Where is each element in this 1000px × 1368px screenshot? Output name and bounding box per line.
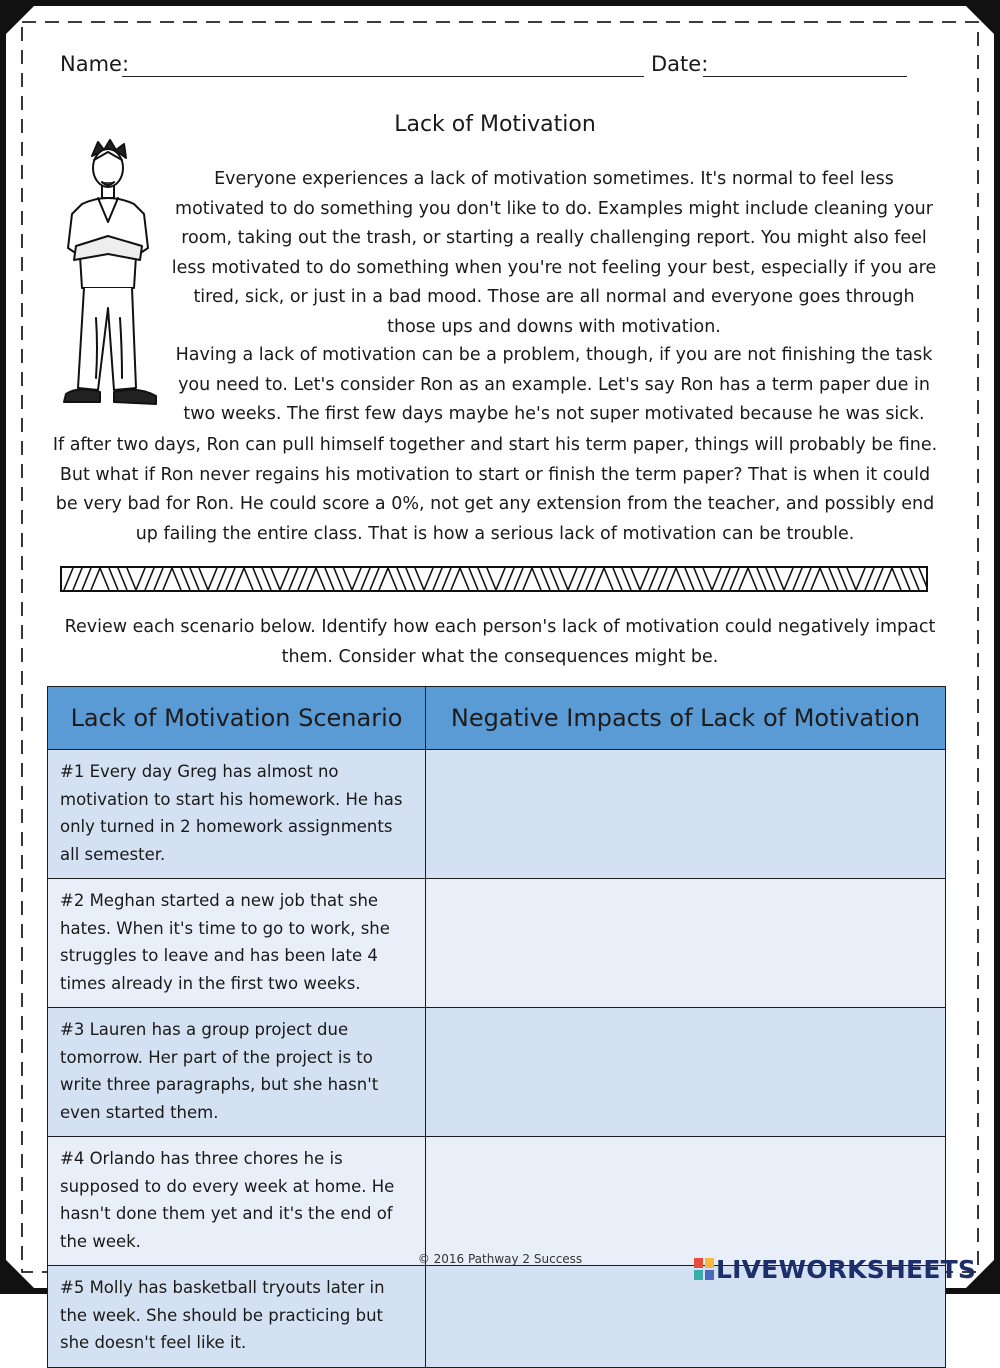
scenario-cell <box>48 1266 426 1368</box>
copyright-credit: © 2016 Pathway 2 Success <box>417 1252 583 1266</box>
liveworksheets-icon <box>694 1258 714 1280</box>
instructions: Review each scenario below. Identify how each person's lack of motivation could negatively impact them. Consider what the consequences might be. <box>64 617 936 667</box>
scenario-cell <box>48 1137 426 1266</box>
table-header-row <box>48 687 946 750</box>
date-field[interactable] <box>703 76 907 77</box>
intro-paragraph: Everyone experiences a lack of motivation sometimes. It's normal to feel less motivated to do something you don't like to do. Examples might include cleaning your room, taking out the trash, or starting a really challenging report. You might also feel less motivated to do something when you're not feeling your best, especially if you are tired, sick, or just in a bad mood. Those are all normal and everyone goes through those ups and downs with motivation. <box>171 169 937 337</box>
scenario-cell <box>48 879 426 1008</box>
scenario-text: #5 Molly has basketball tryouts later in the week. She should be practicing but she doesn't feel like it. <box>60 1278 385 1352</box>
name-field[interactable] <box>122 76 644 77</box>
liveworksheets-logo <box>694 1254 990 1284</box>
scenario-cell <box>48 750 426 879</box>
table-row <box>48 879 946 1008</box>
character-illustration <box>52 138 164 416</box>
scenario-text: #1 Every day Greg has almost no motivation to start his homework. He has only turned in 2 homework assignments all semester. <box>60 762 403 864</box>
header-impacts: Negative Impacts of Lack of Motivation <box>426 687 946 750</box>
page-title: Lack of Motivation <box>394 112 596 137</box>
scenario-text: #3 Lauren has a group project due tomorrow. Her part of the project is to write three paragraphs, but she hasn't even started them. <box>60 1020 379 1122</box>
impact-answer-cell[interactable] <box>426 1008 946 1137</box>
name-date-row <box>60 52 920 86</box>
date-label: Date: <box>651 52 709 76</box>
impact-answer-cell[interactable] <box>426 879 946 1008</box>
example-paragraph: If after two days, Ron can pull himself together and start his term paper, things will probably be fine. But what if Ron never regains his motivation to start or finish the term paper? That is when it could be very bad for Ron. He could score a 0%, not get any extension from the teacher, and possibly end up failing the entire class. That is how a serious lack of motivation can be trouble. <box>52 435 938 544</box>
scenario-text: #2 Meghan started a new job that she hates. When it's time to go to work, she struggles to leave and has been late 4 times already in the first two weeks. <box>60 891 390 993</box>
scenario-cell <box>48 1008 426 1137</box>
table-row <box>48 750 946 879</box>
header-scenario: Lack of Motivation Scenario <box>48 687 426 750</box>
name-label: Name: <box>60 52 130 76</box>
scenario-text: #4 Orlando has three chores he is supposed to do every week at home. He hasn't done them yet and it's the end of the week. <box>60 1149 395 1251</box>
herringbone-divider <box>60 566 928 592</box>
liveworksheets-wordmark: LIVEWORKSHEETS <box>716 1255 977 1284</box>
impact-answer-cell[interactable] <box>426 750 946 879</box>
problem-paragraph: Having a lack of motivation can be a problem, though, if you are not finishing the task you need to. Let's consider Ron as an example. Let's say Ron has a term paper due in two weeks. The first few days maybe he's not super motivated because he was sick. <box>175 345 933 424</box>
table-row <box>48 1008 946 1137</box>
impact-answer-cell[interactable] <box>426 1137 946 1266</box>
table-row <box>48 1137 946 1266</box>
